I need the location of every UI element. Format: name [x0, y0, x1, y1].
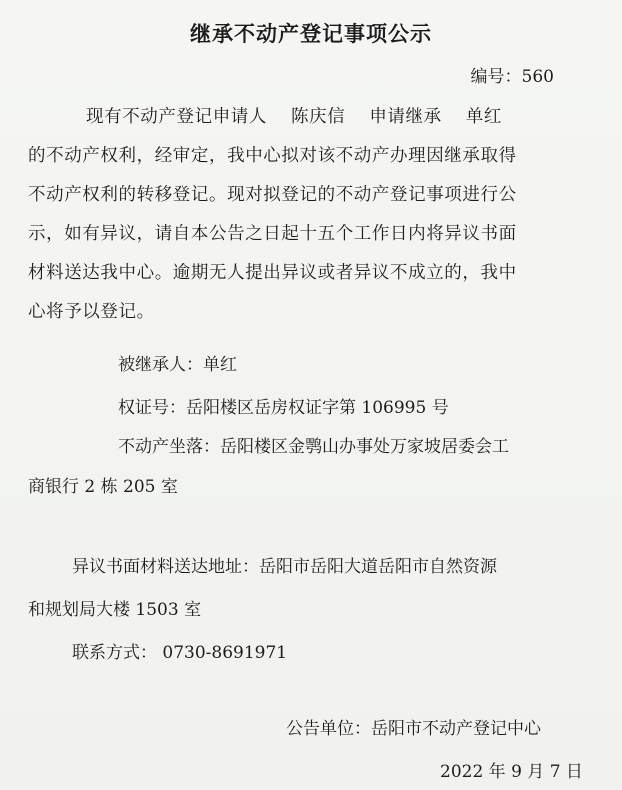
certificate-field: 权证号：岳阳楼区岳房权证字第 106995 号 — [118, 398, 449, 418]
document-number: 编号：560 — [470, 67, 554, 87]
paragraph-line-6: 心将予以登记。 — [28, 302, 155, 322]
date-field: 2022 年 9 月 7 日 — [440, 762, 583, 782]
issuer-field: 公告单位：岳阳市不动产登记中心 — [286, 719, 541, 739]
objection-address-line-1: 异议书面材料送达地址：岳阳市岳阳大道岳阳市自然资源 — [72, 557, 497, 577]
objection-address-line-2: 和规划局大楼 1503 室 — [28, 600, 202, 620]
deceased-name-inline: 单红 — [465, 107, 502, 127]
paragraph-line-5: 材料送达我中心。逾期无人提出异议或者异议不成立的，我中 — [28, 263, 517, 283]
paragraph-line-1 — [28, 98, 596, 137]
location-field-line-1: 不动产坐落：岳阳楼区金鹗山办事处万家坡居委会工 — [118, 437, 509, 457]
contact-field: 联系方式： 0730-8691971 — [72, 643, 288, 663]
heir-of-field: 被继承人：单红 — [118, 355, 237, 375]
paragraph-line-4: 示，如有异议，请自本公告之日起十五个工作日内将异议书面 — [28, 224, 517, 244]
location-field-line-2: 商银行 2 栋 205 室 — [28, 477, 178, 497]
notice-paragraph — [28, 98, 596, 332]
page-title: 继承不动产登记事项公示 — [190, 22, 432, 46]
paragraph-line-1-mid: 申请继承 — [369, 107, 442, 127]
paragraph-line-1-prefix: 现有不动产登记申请人 — [86, 107, 267, 127]
paragraph-line-2: 的不动产权利，经审定，我中心拟对该不动产办理因继承取得 — [28, 146, 517, 166]
applicant-name: 陈庆信 — [291, 107, 346, 127]
paragraph-line-3: 不动产权利的转移登记。现对拟登记的不动产登记事项进行公 — [28, 185, 517, 205]
